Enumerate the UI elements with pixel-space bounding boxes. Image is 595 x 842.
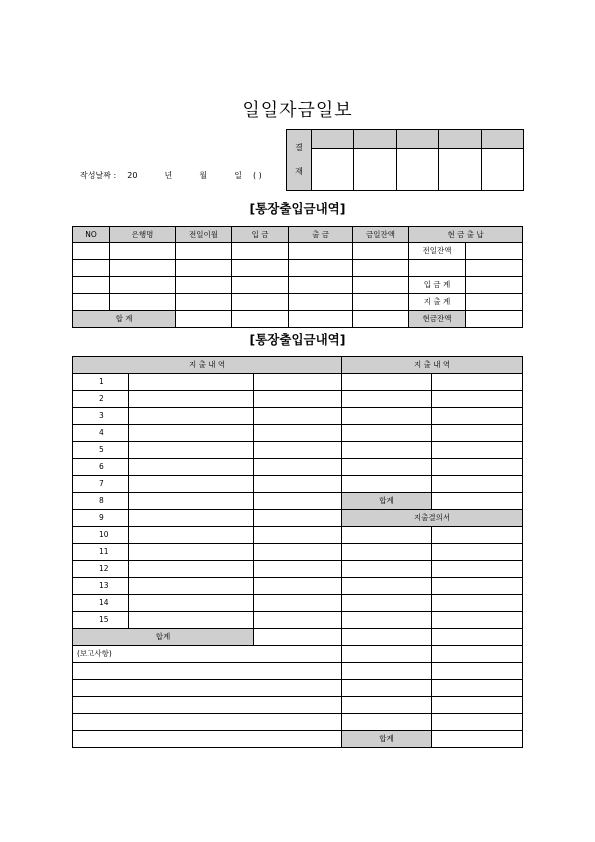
row-number: 6 [73, 459, 129, 476]
expense-item-cell[interactable] [129, 425, 254, 442]
expense-item-cell[interactable] [129, 527, 254, 544]
expense-item-cell[interactable] [129, 374, 254, 391]
col-header-bank: 은행명 [110, 227, 176, 243]
right-cell[interactable] [432, 442, 523, 459]
cash-label: 입 금 계 [409, 277, 466, 294]
row-number: 14 [73, 595, 129, 612]
expense-item-cell[interactable] [129, 408, 254, 425]
cash-value[interactable] [466, 277, 523, 294]
left-expense-header: 지 출 내 역 [73, 357, 342, 374]
bank-cell[interactable] [289, 277, 353, 294]
right-subtotal-label: 합계 [342, 493, 432, 510]
row-number: 9 [73, 510, 129, 527]
right-cell[interactable] [432, 459, 523, 476]
row-number: 7 [73, 476, 129, 493]
bank-cell[interactable] [289, 243, 353, 260]
right-cell[interactable] [432, 527, 523, 544]
expense-row [73, 408, 523, 425]
right-cell[interactable] [432, 391, 523, 408]
bank-cell[interactable] [110, 260, 176, 277]
col-header-balance: 금일잔액 [353, 227, 409, 243]
bank-total-cell[interactable] [232, 311, 289, 328]
report-line[interactable] [73, 731, 342, 748]
bank-cell[interactable] [176, 260, 232, 277]
right-cell[interactable] [342, 391, 432, 408]
expense-amount-cell[interactable] [254, 527, 342, 544]
expense-amount-cell[interactable] [254, 510, 342, 527]
expense-amount-cell[interactable] [254, 391, 342, 408]
expense-amount-cell[interactable] [254, 544, 342, 561]
right-cell[interactable] [342, 408, 432, 425]
expense-row [73, 561, 523, 578]
right-cell[interactable] [432, 408, 523, 425]
approval-sign-cell[interactable] [439, 149, 481, 191]
right-cell[interactable] [342, 646, 432, 663]
right-cell[interactable] [342, 714, 432, 731]
right-total-value[interactable] [432, 731, 523, 748]
date-line [80, 170, 262, 181]
right-cell[interactable] [342, 425, 432, 442]
cash-label: 전일잔액 [409, 243, 466, 260]
right-cell[interactable] [342, 612, 432, 629]
expense-item-cell[interactable] [129, 459, 254, 476]
expense-row [73, 544, 523, 561]
expense-amount-cell[interactable] [254, 595, 342, 612]
right-cell[interactable] [432, 714, 523, 731]
expense-row [73, 459, 523, 476]
right-cell[interactable] [432, 629, 523, 646]
col-header-carryover: 전일이월 [176, 227, 232, 243]
bank-cell[interactable] [353, 294, 409, 311]
row-number: 4 [73, 425, 129, 442]
expense-amount-cell[interactable] [254, 425, 342, 442]
approval-title-cell[interactable] [481, 130, 523, 149]
right-cell[interactable] [342, 476, 432, 493]
bank-cell[interactable] [110, 294, 176, 311]
expense-row [73, 612, 523, 629]
weekday-field: ( ) [253, 171, 262, 180]
right-cell[interactable] [432, 697, 523, 714]
right-cell[interactable] [432, 561, 523, 578]
approval-box [286, 129, 524, 191]
expense-row [73, 527, 523, 544]
bank-cell[interactable] [73, 294, 110, 311]
approval-sign-cell[interactable] [312, 149, 354, 191]
right-cell[interactable] [432, 612, 523, 629]
report-line[interactable] [73, 680, 342, 697]
cash-value[interactable] [466, 294, 523, 311]
expense-item-cell[interactable] [129, 476, 254, 493]
bank-cell[interactable] [110, 277, 176, 294]
row-number: 8 [73, 493, 129, 510]
month-label: 월 [199, 171, 208, 180]
bank-cell[interactable] [73, 260, 110, 277]
date-label: 작성날짜 : [80, 171, 117, 180]
expense-amount-cell[interactable] [254, 578, 342, 595]
left-total-label: 합계 [73, 629, 254, 646]
right-cell[interactable] [432, 663, 523, 680]
right-cell[interactable] [342, 578, 432, 595]
approval-title-cell[interactable] [354, 130, 396, 149]
section-title-1: [통장출입금내역] [249, 201, 346, 216]
cash-value[interactable] [466, 260, 523, 277]
left-total-value[interactable] [254, 629, 342, 646]
row-number: 13 [73, 578, 129, 595]
bank-cell[interactable] [353, 260, 409, 277]
right-cell[interactable] [342, 527, 432, 544]
row-number: 11 [73, 544, 129, 561]
expense-item-cell[interactable] [129, 442, 254, 459]
row-number: 15 [73, 612, 129, 629]
expense-row [73, 425, 523, 442]
expense-item-cell[interactable] [129, 391, 254, 408]
cash-label: 지 출 계 [409, 294, 466, 311]
expense-row [73, 595, 523, 612]
right-cell[interactable] [342, 459, 432, 476]
page-title: 일일자금일보 [242, 100, 353, 121]
right-cell[interactable] [342, 697, 432, 714]
report-line[interactable] [73, 663, 342, 680]
bank-cell[interactable] [176, 277, 232, 294]
approval-title-cell[interactable] [312, 130, 354, 149]
row-number: 12 [73, 561, 129, 578]
right-total-label: 합계 [342, 731, 432, 748]
bank-cell[interactable] [176, 294, 232, 311]
approval-sign-cell[interactable] [396, 149, 438, 191]
expense-row [73, 374, 523, 391]
right-cell[interactable] [432, 595, 523, 612]
row-number: 2 [73, 391, 129, 408]
approval-title-cell[interactable] [439, 130, 481, 149]
right-cell[interactable] [432, 544, 523, 561]
bank-cell[interactable] [232, 260, 289, 277]
right-cell[interactable] [342, 374, 432, 391]
expense-row [73, 510, 523, 527]
right-cell[interactable] [342, 663, 432, 680]
bank-total-cell[interactable] [353, 311, 409, 328]
expense-row [73, 493, 523, 510]
right-expense-header: 지 출 내 역 [342, 357, 523, 374]
bank-cell[interactable] [289, 260, 353, 277]
day-label: 일 [234, 171, 242, 180]
bank-cell[interactable] [232, 277, 289, 294]
expense-row [73, 442, 523, 459]
cash-value[interactable] [466, 243, 523, 260]
bank-cell[interactable] [73, 243, 110, 260]
cash-label [409, 260, 466, 277]
right-cell[interactable] [432, 374, 523, 391]
approval-sign-cell[interactable] [354, 149, 396, 191]
report-line[interactable] [73, 714, 342, 731]
right-cell[interactable] [342, 544, 432, 561]
expense-item-cell[interactable] [129, 493, 254, 510]
bank-cell[interactable] [176, 243, 232, 260]
row-number: 5 [73, 442, 129, 459]
expense-item-cell[interactable] [129, 578, 254, 595]
bank-cell[interactable] [353, 243, 409, 260]
expense-row [73, 391, 523, 408]
year-prefix: 20 [127, 171, 138, 180]
bank-cell[interactable] [289, 294, 353, 311]
right-cell[interactable] [432, 476, 523, 493]
right-cell[interactable] [342, 595, 432, 612]
right-cell[interactable] [432, 425, 523, 442]
report-line[interactable] [73, 697, 342, 714]
expense-amount-cell[interactable] [254, 459, 342, 476]
expense-item-cell[interactable] [129, 595, 254, 612]
right-cell[interactable] [432, 646, 523, 663]
row-number: 10 [73, 527, 129, 544]
approval-side-label: 결 재 [287, 130, 312, 191]
right-cell[interactable] [342, 561, 432, 578]
col-header-cash: 현 금 출 납 [409, 227, 523, 243]
col-header-no: NO [73, 227, 110, 243]
right-cell[interactable] [342, 629, 432, 646]
cash-balance-value[interactable] [466, 311, 523, 328]
right-resolution-label: 지출결의서 [342, 510, 523, 527]
report-label: (보고사항) [73, 646, 342, 663]
bank-table [72, 226, 523, 328]
row-number: 3 [73, 408, 129, 425]
expense-amount-cell[interactable] [254, 493, 342, 510]
expense-amount-cell[interactable] [254, 374, 342, 391]
expense-row [73, 476, 523, 493]
bank-cell[interactable] [232, 294, 289, 311]
bank-total-label: 합 계 [73, 311, 176, 328]
expense-item-cell[interactable] [129, 612, 254, 629]
right-subtotal-value[interactable] [432, 493, 523, 510]
col-header-withdrawal: 출 금 [289, 227, 353, 243]
expense-amount-cell[interactable] [254, 612, 342, 629]
expense-item-cell[interactable] [129, 544, 254, 561]
bank-cell[interactable] [353, 277, 409, 294]
year-label: 년 [164, 171, 173, 180]
expense-amount-cell[interactable] [254, 561, 342, 578]
bank-total-cell[interactable] [176, 311, 232, 328]
right-cell[interactable] [342, 680, 432, 697]
expense-amount-cell[interactable] [254, 476, 342, 493]
row-number: 1 [73, 374, 129, 391]
expense-amount-cell[interactable] [254, 408, 342, 425]
expense-item-cell[interactable] [129, 561, 254, 578]
bank-cell[interactable] [73, 277, 110, 294]
col-header-deposit: 입 금 [232, 227, 289, 243]
approval-sign-cell[interactable] [481, 149, 523, 191]
bank-cell[interactable] [232, 243, 289, 260]
bank-total-cell[interactable] [289, 311, 353, 328]
expense-table [72, 356, 523, 748]
approval-title-cell[interactable] [396, 130, 438, 149]
expense-amount-cell[interactable] [254, 442, 342, 459]
cash-balance-label: 현금잔액 [409, 311, 466, 328]
expense-item-cell[interactable] [129, 510, 254, 527]
expense-row [73, 578, 523, 595]
right-cell[interactable] [432, 680, 523, 697]
right-cell[interactable] [432, 578, 523, 595]
section-title-2: [통장출입금내역] [249, 332, 346, 347]
bank-cell[interactable] [110, 243, 176, 260]
right-cell[interactable] [342, 442, 432, 459]
